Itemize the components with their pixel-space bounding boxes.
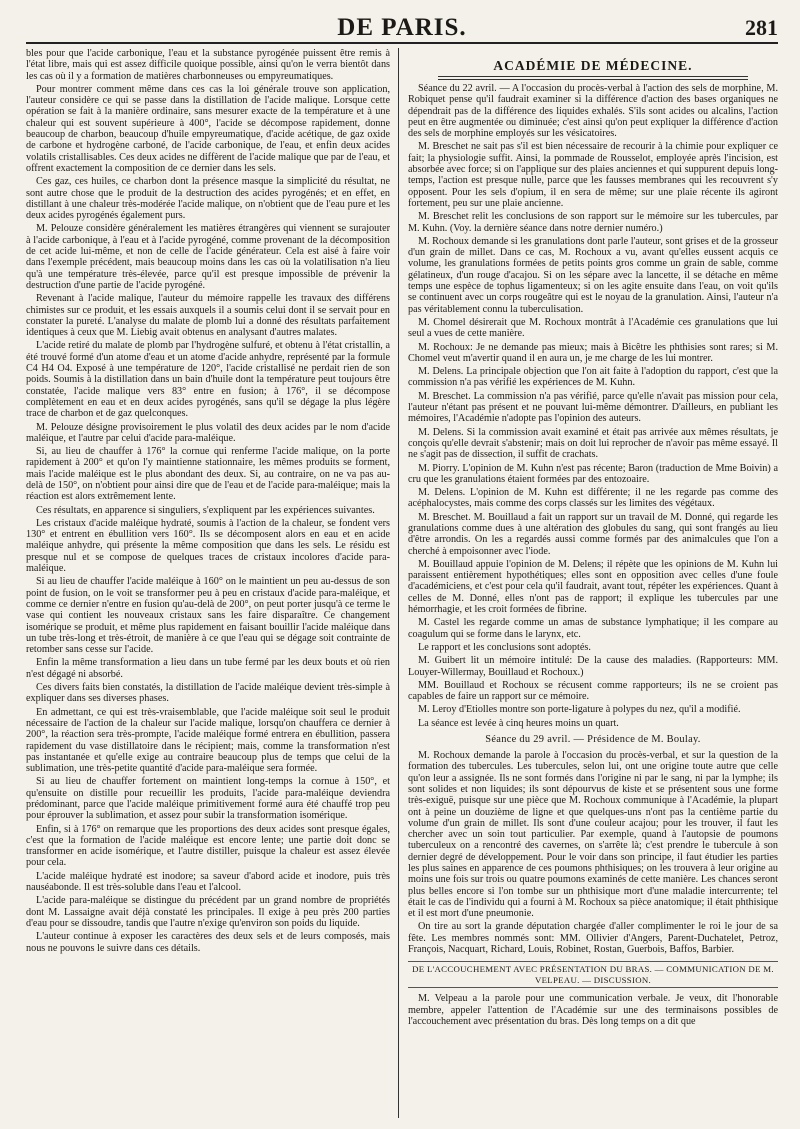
paragraph: Le rapport et les conclusions sont adoptés. [418, 641, 591, 653]
paragraph: L'acide retiré du malate de plomb par l'hydrogène sulfuré, et obtenu à l'état cristallin, a été trouvé formé d'un atome d'eau et un atome d'acide anhydre, représenté par la formule C4 H4 O4. Exposé à une température de 120°, l'acide cristallisé ne perdait rien de son poids. Soumis à la distillation dans un bain d'huile dont la température peut toujours être constatée, l'acide malique vers 83° entre en fusion; à 176°, il se décompose complètement en eau et en deux acides pyrogénés, sans qu'il se dégage la plus légère trace de charbon et de gaz quelconques. [26, 340, 390, 420]
paragraph: M. Castel les regarde comme un amas de substance lymphatique; il les compare au coagulum qui se forme dans le larynx, etc. [408, 617, 778, 640]
paragraph: L'acide para-maléique se distingue du précédent par un grand nombre de propriétés dont M. Lassaigne avait déjà constaté les principales. Il exige à peu près 200 parties d'eau pour se dissoudre, tandis que l'autre n'exige qu'environ son poids du liquide. [26, 895, 390, 929]
paragraph: Enfin la même transformation a lieu dans un tube fermé par les deux bouts et où rien n'est dégagé ni absorbé. [26, 657, 390, 680]
columns [26, 48, 778, 1118]
paragraph: M. Rochoux demande si les granulations dont parle l'auteur, sont grises et de la grosseur d'un grain de millet. Dans ce cas, M. Rochoux a vu, avant qu'elles eussent acquis ce volume, les granulations formées de petits points gros comme un grain de sable, comme gélatineux, d'un rouge d'acajou. Si on les sépare avec la lancette, il se détache en même temps une espèce de tophus ligamenteux; si on les agite ensuite dans l'eau, on voit qu'ils se continuent avec un corps rougeâtre qui est le noyau de la granulation. Ainsi, l'auteur n'a pas véritablement connu la tuberculisation. [408, 235, 778, 315]
paragraph: Ces gaz, ces huiles, ce charbon dont la présence masque la simplicité du résultat, ne sont autre chose que le produit de la destruction des acides pyrogénés; et en effet, en distillant à une chaleur très-modérée l'acide malique, on n'obtient que de l'eau pure et les deux acides pyrogénés également purs. [26, 176, 390, 222]
paragraph: M. Breschet relit les conclusions de son rapport sur le mémoire sur les tubercules, par M. Kuhn. (Voy. la dernière séance dans notre dernier numéro.) [408, 211, 778, 234]
paragraph: M. Delens. L'opinion de M. Kuhn est différente; il ne les regarde pas comme des acéphalocystes, mais comme des corps classés sur les limites des végétaux. [408, 487, 778, 510]
paragraph: M. Piorry. L'opinion de M. Kuhn n'est pas récente; Baron (traduction de Mme Boivin) a cru que les granulations étaient formées par des entozoaire. [408, 462, 778, 485]
paragraph: M. Velpeau a la parole pour une communication verbale. Je veux, dit l'honorable membre, appeler l'attention de l'Académie sur une des terminaisons possibles de l'accouchement avec présentation du bras. Dès long temps on a dit que [408, 993, 778, 1027]
paragraph: L'acide maléique hydraté est inodore; sa saveur d'abord acide et inodore, puis très nauséabonde. Il est très-soluble dans l'eau et l'alcool. [26, 870, 390, 894]
section-rule [438, 76, 748, 80]
subsection-heading: DE L'ACCOUCHEMENT AVEC PRÉSENTATION DU BRAS. — COMMUNICATION DE M. VELPEAU. — DISCUSSION. [408, 961, 778, 988]
left-column [26, 48, 390, 1118]
paragraph: On tire au sort la grande députation chargée d'aller complimenter le roi le jour de sa fête. Les membres nommés sont: MM. Ollivier d'Angers, Parent-Duchatelet, Petroz, François, Nacquart, Richard, Louis, Robinet, Rostan, Guerbois, Baffos, Barbier. [408, 921, 778, 956]
paragraph: Si au lieu de chauffer l'acide maléique à 160° on le maintient un peu au-dessus de son point de fusion, on le voit se transformer peu à peu en cristaux d'acide para-maléique, et comme ce dernier n'entre en fusion qu'au-delà de 200°, on peut porter jusqu'à ce terme le vase qui contient les nouveaux cristaux sans les faire disparaître. Ce changement isomérique se produit, et même plus rapidement en faisant bouillir l'acide maléique dans un tube très-long et très-étroit, de manière à ce que l'eau qui se dégage soit contrainte de retomber sans cesse sur l'acide. [26, 576, 390, 656]
paragraph: La séance est levée à cinq heures moins un quart. [418, 717, 619, 729]
paragraph: Séance du 22 avril. — A l'occasion du procès-verbal à l'action des sels de morphine, M. Robiquet pense qu'il faudrait examiner si la différence d'action des bases organiques ne dépendrait pas de la différence des liquides exhalés. S'ils sont acides ou alcalins, l'action peut en être augmentée ou diminuée; c'est ainsi qu'on peut expliquer la différence d'action des sels de morphine employés sur les vésicatoires. [408, 83, 778, 140]
paragraph: bles pour que l'acide carbonique, l'eau et la substance pyrogénée puissent être remis à l'état libre, mais qui est assez difficile quoique possible, ainsi qu'on le verra bientôt dans les cas où il y a formation de matières charbonneuses ou empyreumatiques. [26, 48, 390, 82]
seance-heading: Séance du 29 avril. — Présidence de M. Boulay. [485, 734, 701, 746]
section-title: ACADÉMIE DE MÉDECINE. [493, 58, 693, 73]
paragraph: En admettant, ce qui est très-vraisemblable, que l'acide maléique soit seul le produit nécessaire de l'action de la chaleur sur l'acide malique, lorsqu'on chauffera ce dernier à 200°, la réaction sera très-prompte, l'acide maléique formé entrera en ébullition, passera rapidement du vase distillatoire dans le récipient; mais, comme la transformation n'est pas instantanée et qu'elle exige au contraire beaucoup plus de temps que celui de la sublimation, une très-petite quantité d'acide para-maléique sera formée. [26, 706, 390, 775]
paragraph: Si, au lieu de chauffer à 176° la cornue qui renferme l'acide malique, on la porte rapidement à 200° et qu'on l'y maintienne stationnaire, les mêmes produits se forment, mais l'acide maléique est le plus abondant des deux. Si, au contraire, on ne va pas au-delà de 150°, on n'obtient pour ainsi dire que de l'eau et de l'acide para-maléique; mais la réaction est alors extrêmement lente. [26, 446, 390, 503]
paragraph: Les cristaux d'acide maléique hydraté, soumis à l'action de la chaleur, se fondent vers 130° et entrent en ébullition vers 160°. Ils se décomposent alors en eau et en acide maléique anhydre, qui présente la même composition que dans les sels. Le résidu est presque nul et se compose de quelques traces de cristaux incolores d'acide para-maléique. [26, 517, 390, 575]
paragraph: Revenant à l'acide malique, l'auteur du mémoire rappelle les travaux des différens chimistes sur ce produit, et les essais auxquels il a soumis celui dont il se servait pour en constater la pureté. L'analyse du malate de plomb lui a donné des résultats parfaitement identiques à ceux que M. Liebig avait obtenus en analysant d'autres malates. [26, 293, 390, 339]
paragraph: M. Chomel désirerait que M. Rochoux montrât à l'Académie ces granulations que lui seul a vues de cette manière. [408, 316, 778, 340]
paragraph: M. Breschet. M. Bouillaud a fait un rapport sur un travail de M. Donné, qui regarde les granulations comme dues à une altération des globules du sang, qui sont frangés au lieu d'être arrondis. On les a regardés aussi comme formés par des animalcules que l'on a cherché à empoisonner avec l'iode. [408, 511, 778, 557]
paragraph: M. Rochoux: Je ne demande pas mieux; mais à Bicêtre les phthisies sont rares; si M. Chomel veut m'avertir quand il en aura un, je me charge de les lui montrer. [408, 341, 778, 364]
paragraph: L'auteur continue à exposer les caractères des deux sels et de leurs composés, mais nous ne pouvons le suivre dans ces détails. [26, 931, 390, 954]
paragraph: M. Delens. La principale objection que l'on ait faite à l'adoption du rapport, c'est que la commission n'a pas vérifié les expériences de M. Kuhn. [408, 366, 778, 389]
paragraph: M. Rochoux demande la parole à l'occasion du procès-verbal, et sur la question de la formation des tubercules. Les tubercules, selon lui, ont une origine toute autre que celle qu'on leur a assignée. Ils ne sont formés dans l'origine ni par le sang, ni par la lymphe; ils sont solides et non liquides; ils sont dépourvus de kiste et se présentent sous une forme très-exiguë, puisque sur une pièce que M. Rochoux communique à l'Académie, la plupart ont à peine un douzième de ligne et que quelques-uns n'ont pas la centième partie du volume d'un grain de millet. Ils sont d'une couleur acajou; pour les trouver, il faut les chercher avec un soin tout particulier. Par exemple, quand à l'autopsie de poumons tuberculeux on a rencontré des cavernes, on s'arrête là; c'est prendre le tubercule à son dernier degré de développement. Pour le voir dans son principe, il faut étudier les parties les plus saines en apparence de ces poumons phthisiques; on les trouvera à leur origine au moins une fois sur trois ou quatre poumons examinés de cette manière. Les chances seront plus belles encore si l'on tombe sur un phthisique mort d'une maladie intercurrente; tel était le cas de l'individu qui a fourni à M. Rochoux sa pièce anatomique; il était phthisique et il est mort d'une pneumonie. [408, 750, 778, 920]
page-header [26, 14, 778, 44]
paragraph: M. Leroy d'Etiolles montre son porte-ligature à polypes du nez, qu'il a modifié. [418, 704, 741, 716]
newspaper-page [26, 14, 778, 1118]
paragraph: M. Breschet ne sait pas s'il est bien nécessaire de recourir à la chimie pour expliquer ce fait; la physiologie suffit. Ainsi, la pommade de Rousselot, employée après l'incision, est absorbée avec force; si on l'applique sur des plaies anciennes et qui suppurent depuis long-temps, l'action est presque nulle, parce que les fausses membranes qui les recouvrent s'y opposent. Pour les sels d'opium, il en sera de même; sur une plaie récente ils agiront fortement, peu sur une plaie ancienne. [408, 141, 778, 209]
paragraph: M. Bouillaud appuie l'opinion de M. Delens; il répète que les opinions de M. Kuhn lui paraissent entièrement hypothétiques; elles sont en opposition avec celles d'une foule d'académiciens, et c'est pour cela qu'il faudrait, avant tout, répéter les expériences. Quant à celles de M. Donné, elles n'ont pas de rapport; il explique les tubercules par une hémorrhagie, et les croit formées de fibrine. [408, 558, 778, 616]
paragraph: M. Pelouze considère généralement les matières étrangères qui viennent se surajouter à l'acide carbonique, à l'eau et à l'acide pyrogéné, comme provenant de la décomposition de cet acide lui-même, et non de celle de l'acide générateur. Cela est aisé à faire voir dans l'exemple précédent, mais beaucoup moins dans les cas où la volatilisation n'a lieu qu'à une température très-élevée, parce qu'il est presque impossible de prévenir la destruction d'une partie de l'acide pyrogéné. [26, 223, 390, 291]
paragraph: Enfin, si à 176° on remarque que les proportions des deux acides sont presque égales, c'est que la formation de l'acide maléique est encore lente; une partie doit donc se transformer en acide isomérique, et l'autre distiller, puisque la chaleur est assez élevée pour cela. [26, 823, 390, 869]
paragraph: Ces résultats, en apparence si singuliers, s'expliquent par les expériences suivantes. [36, 504, 375, 516]
paragraph: Pour montrer comment même dans ces cas la loi générale trouve son application, l'auteur considère ce qui se passe dans la distillation de l'acide malique. Lorsque cette opération se fait à la manière ordinaire, sans mesurer exacte de la température et à une chaleur qui est souvent supérieure à 400°, l'acide se décompose rapidement, donne beaucoup de charbon, beaucoup d'huile empyreumatique, d'acide acétique, de gaz oxide de carbone et hydrogène carboné, de l'acide carbonique, de l'eau, et enfin deux acides volatils cristallisables. Ces deux acides ne diffèrent de l'acide malique que par de l'eau, et offrent exactement la composition de ce dernier dans les sels. [26, 83, 390, 174]
paragraph: M. Pelouze désigne provisoirement le plus volatil des deux acides par le nom d'acide maléique, et l'autre par celui d'acide para-maléique. [26, 421, 390, 444]
right-column [408, 48, 778, 1118]
page-number: 281 [745, 15, 778, 40]
paragraph: MM. Bouillaud et Rochoux se récusent comme rapporteurs; ils ne se croient pas capables de faire un rapport sur ce mémoire. [408, 679, 778, 703]
paragraph: M. Breschet. La commission n'a pas vérifié, parce qu'elle n'avait pas mission pour cela, l'auteur n'étant pas présent et ne pouvant lui-même démontrer. D'ailleurs, en publiant les mémoires, l'Académie n'adopte pas l'opinion des auteurs. [408, 390, 778, 425]
paragraph: M. Delens. Si la commission avait examiné et était pas arrivée aux mêmes résultats, je conçois qu'elle devrait s'abstenir; mais on doit lui reprocher de n'avoir pas même essayé. Il ne s'agit pas de dissection, il suffit de crachats. [408, 426, 778, 461]
page-title: DE PARIS. [337, 14, 467, 41]
paragraph: Si au lieu de chauffer fortement on maintient long-temps la cornue à 150°, et qu'ensuite on distille pour recueillir les produits, l'acide para-maléique deviendra prédominant, parce que l'acide maléique primitivement formé aura été chauffé trop peu pour éprouver la sublimation, et assez pour subir la transformation isomérique. [26, 776, 390, 822]
paragraph: Ces divers faits bien constatés, la distillation de l'acide maléique devient très-simple à expliquer dans ses diverses phases. [26, 682, 390, 705]
paragraph: M. Guibert lit un mémoire intitulé: De la cause des maladies. (Rapporteurs: MM. Louyer-Willermay, Bouillaud et Rochoux.) [408, 655, 778, 678]
